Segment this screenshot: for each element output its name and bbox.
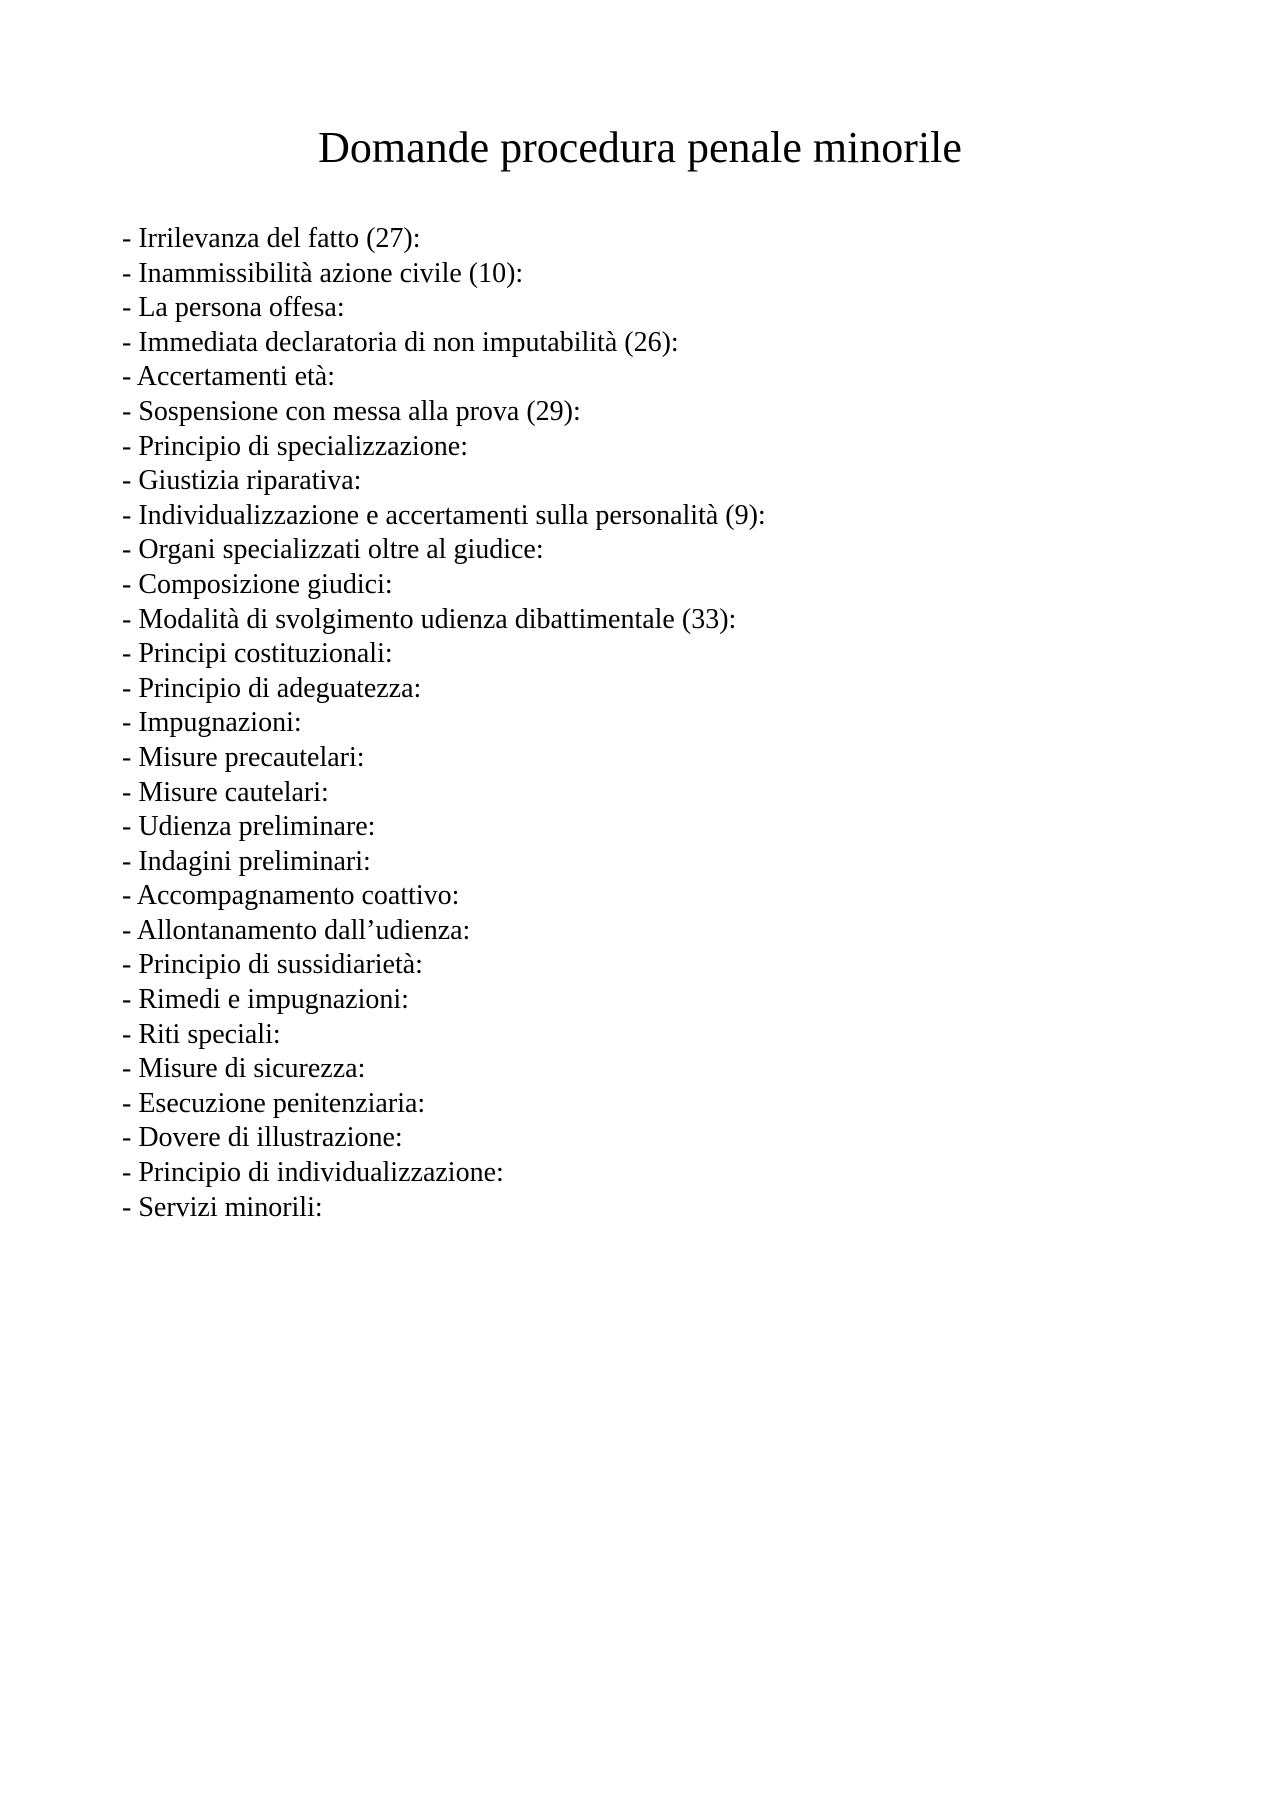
document-title: Domande procedura penale minorile bbox=[318, 123, 962, 172]
list-item: - Servizi minorili: bbox=[122, 1191, 323, 1223]
list-item: - Esecuzione penitenziaria: bbox=[122, 1087, 426, 1119]
list-item: - Individualizzazione e accertamenti sulla personalità (9): bbox=[122, 499, 766, 531]
list-item: - Allontanamento dall’udienza: bbox=[122, 914, 471, 946]
list-item: - Indagini preliminari: bbox=[122, 845, 371, 877]
list-item: - La persona offesa: bbox=[122, 292, 345, 324]
list-item: - Sospensione con messa alla prova (29): bbox=[122, 395, 581, 427]
list-item: - Udienza preliminare: bbox=[122, 811, 376, 843]
list-item: - Riti speciali: bbox=[122, 1018, 281, 1050]
list-item: - Composizione giudici: bbox=[122, 568, 393, 600]
list-item: - Irrilevanza del fatto (27): bbox=[122, 223, 421, 254]
list-item: - Misure precautelari: bbox=[122, 741, 365, 773]
list-item: - Principio di adeguatezza: bbox=[122, 672, 422, 704]
list-item: - Impugnazioni: bbox=[122, 707, 302, 739]
list-item: - Accompagnamento coattivo: bbox=[122, 880, 460, 912]
list-item: - Accertamenti età: bbox=[122, 361, 335, 393]
list-item: - Giustizia riparativa: bbox=[122, 465, 362, 497]
list-item: - Immediata declaratoria di non imputabilità (26): bbox=[122, 326, 679, 358]
list-item: - Principio di individualizzazione: bbox=[122, 1157, 504, 1189]
question-list bbox=[122, 222, 766, 1225]
list-item: - Misure cautelari: bbox=[122, 776, 329, 808]
list-item: - Principio di specializzazione: bbox=[122, 430, 468, 462]
list-item: - Principio di sussidiarietà: bbox=[122, 949, 423, 981]
list-item: - Inammissibilità azione civile (10): bbox=[122, 257, 524, 289]
list-item: - Organi specializzati oltre al giudice: bbox=[122, 534, 544, 566]
list-item: - Principi costituzionali: bbox=[122, 638, 393, 670]
list-item: - Misure di sicurezza: bbox=[122, 1053, 366, 1085]
list-item: - Modalità di svolgimento udienza dibattimentale (33): bbox=[122, 603, 737, 635]
list-item: - Rimedi e impugnazioni: bbox=[122, 984, 409, 1016]
list-item: - Dovere di illustrazione: bbox=[122, 1122, 403, 1154]
